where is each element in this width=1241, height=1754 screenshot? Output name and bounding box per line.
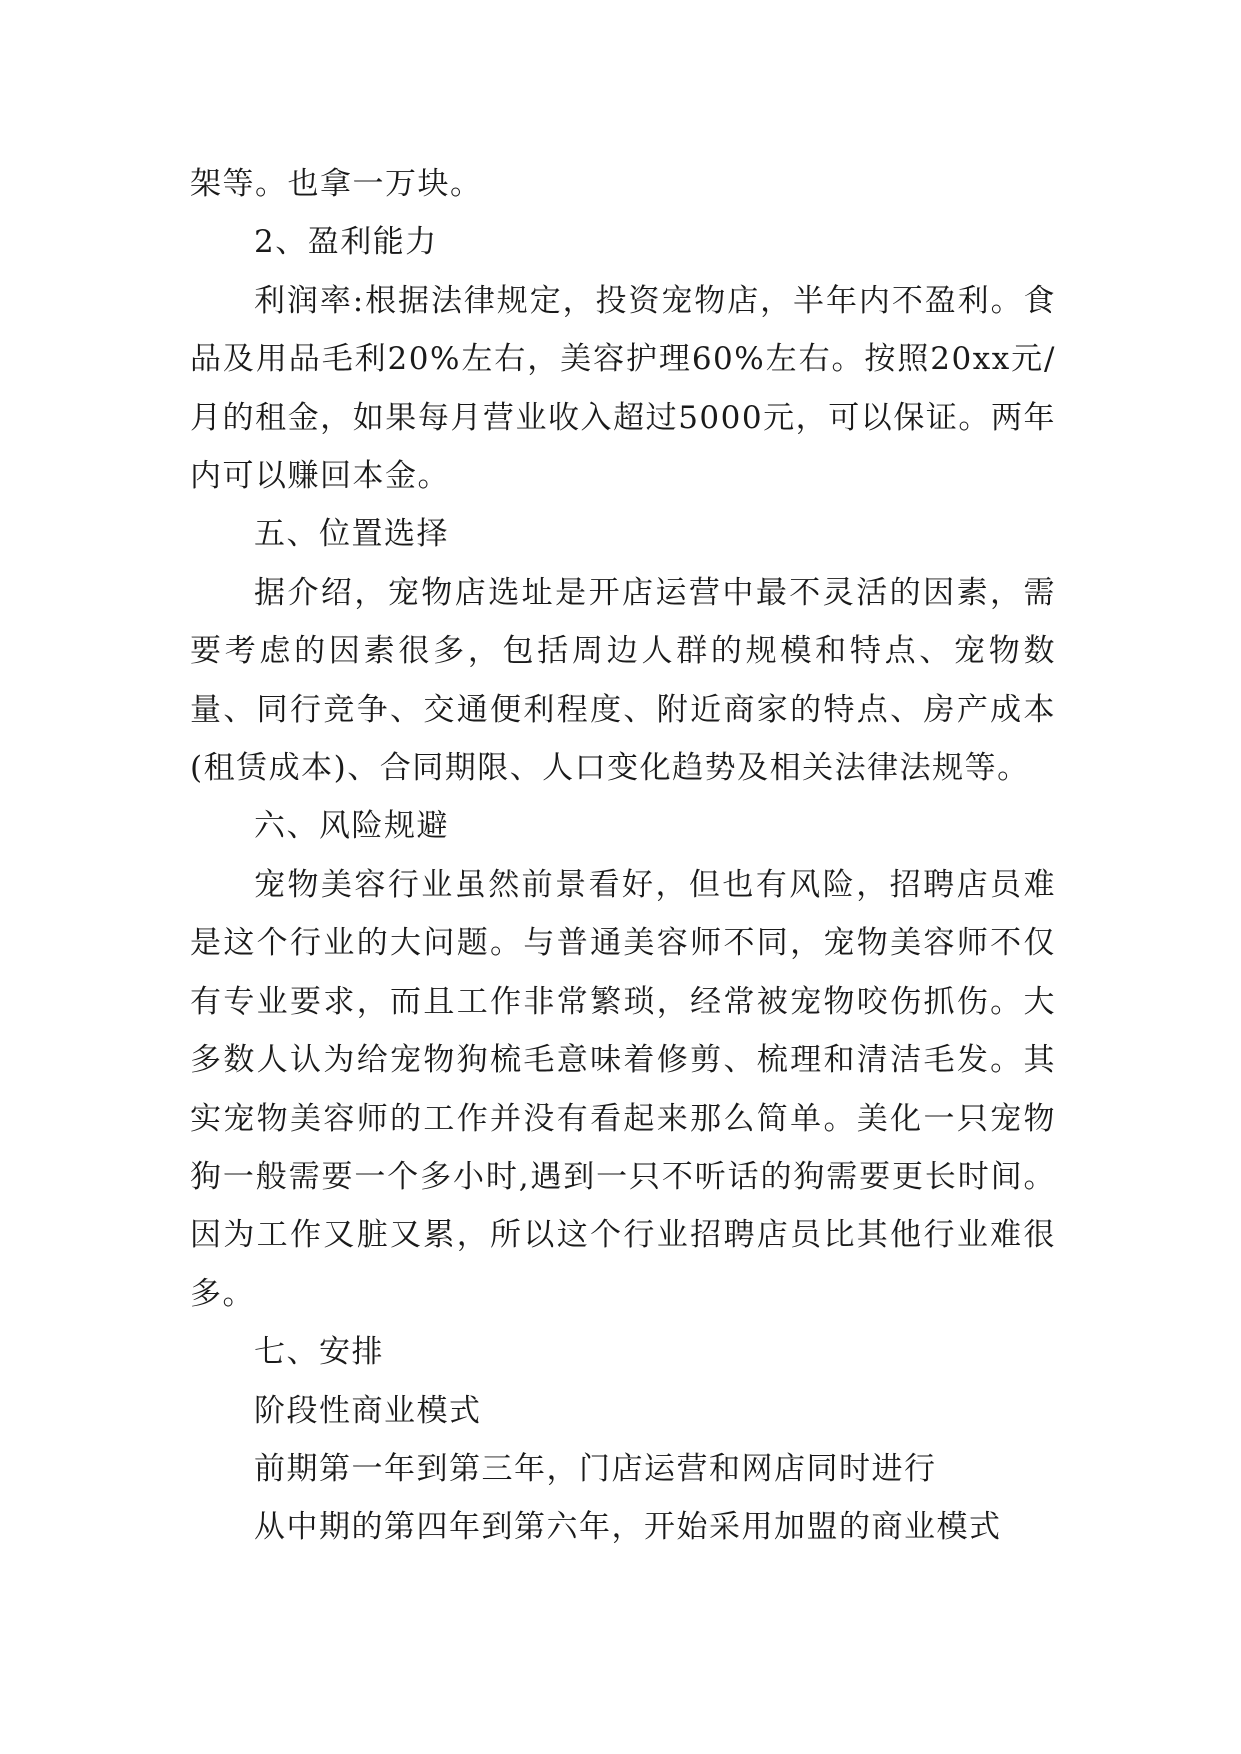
heading-profitability: 2、盈利能力 [254,224,438,261]
paragraph-early-stage: 前期第一年到第三年，门店运营和网店同时进行 [254,1450,937,1487]
paragraph-mid-stage: 从中期的第四年到第六年，开始采用加盟的商业模式 [254,1509,1002,1546]
paragraph-profit-rate: 利润率:根据法律规定，投资宠物店，半年内不盈利。食品及用品毛利20%左右，美容护理60%左右。按照20xx元/月的租金，如果每月营业收入超过5000元，可以保证。两年内可以赚回本金。 [190,282,1056,495]
heading-risk: 六、风险规避 [254,808,449,845]
paragraph-risk: 宠物美容行业虽然前景看好，但也有风险，招聘店员难是这个行业的大问题。与普通美容师不同，宠物美容师不仅有专业要求，而且工作非常繁琐，经常被宠物咬伤抓伤。大多数人认为给宠物狗梳毛意味着修剪、梳理和清洁毛发。其实宠物美容师的工作并没有看起来那么简单。美化一只宠物狗一般需要一个多小时,遇到一只不听话的狗需要更长时间。因为工作又脏又累，所以这个行业招聘店员比其他行业难很多。 [190,866,1056,1312]
paragraph-location: 据介绍，宠物店选址是开店运营中最不灵活的因素，需要考虑的因素很多，包括周边人群的规模和特点、宠物数量、同行竞争、交通便利程度、附近商家的特点、房产成本(租赁成本)、合同期限、人口变化趋势及相关法律法规等。 [190,574,1056,787]
heading-location: 五、位置选择 [254,516,449,553]
paragraph-continued-furniture: 架等。也拿一万块。 [190,166,483,202]
heading-arrangement: 七、安排 [254,1334,384,1371]
document-body [190,155,1056,1557]
paragraph-stage-model: 阶段性商业模式 [254,1392,482,1429]
